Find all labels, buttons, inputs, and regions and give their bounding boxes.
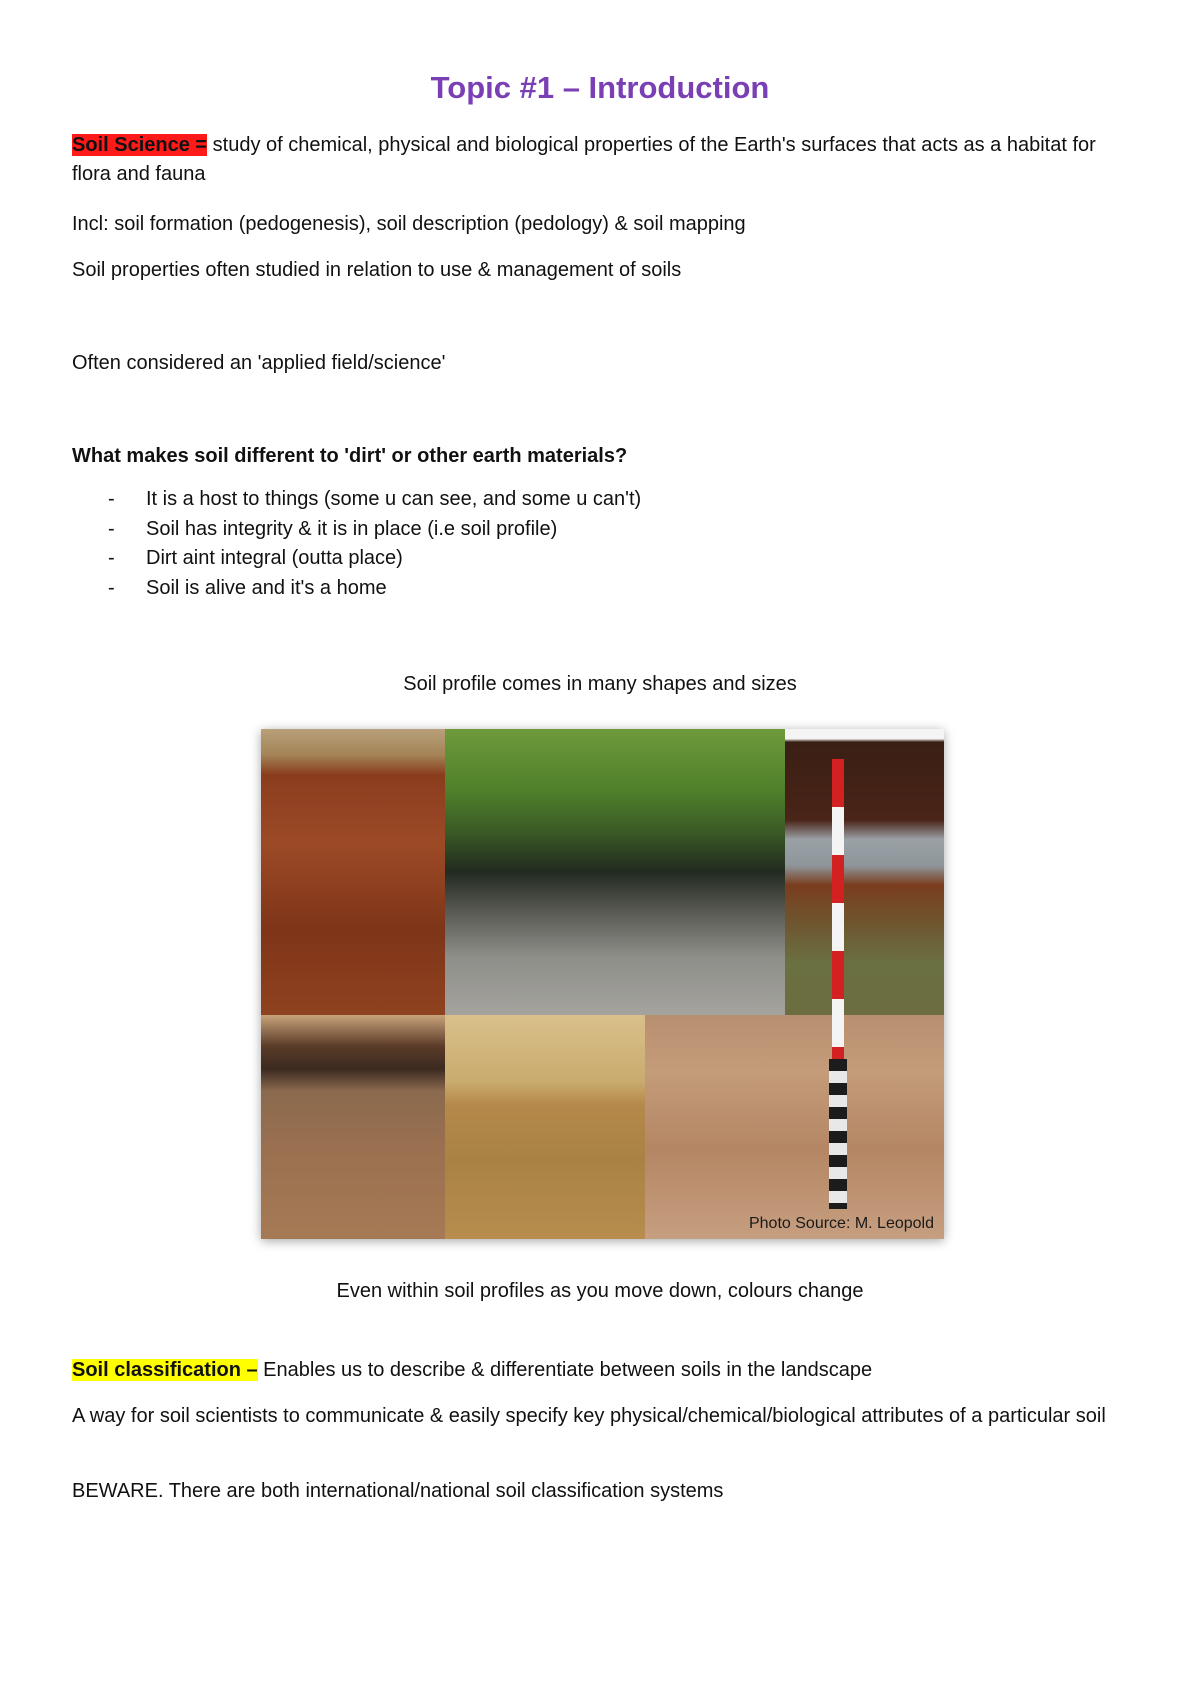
soil-profile-collage	[261, 729, 944, 1239]
photo-credit: Photo Source: M. Leopold	[748, 1215, 934, 1232]
bullet-marker: -	[108, 517, 115, 540]
soil-photo-grass	[445, 729, 785, 1015]
soil-classification-definition	[72, 1356, 1132, 1385]
communicate-paragraph: A way for soil scientists to communicate & easily specify key physical/chemical/biological attributes of a particular soil	[72, 1405, 1106, 1427]
bullet-marker: -	[108, 547, 115, 569]
soil-photo-sandy	[645, 1015, 944, 1239]
soil-science-definition	[72, 131, 1132, 189]
classification-term: Soil classification –	[72, 1359, 258, 1381]
soil-photo-red	[261, 729, 445, 1015]
bullet-marker: -	[108, 488, 115, 510]
list-item: - Soil has integrity & it is in place (i.e soil profile)	[72, 515, 641, 545]
image-caption-below: Even within soil profiles as you move down, colours change	[336, 1280, 864, 1302]
measuring-ruler-checker	[829, 1059, 847, 1209]
list-item: - Dirt aint integral (outta place)	[72, 544, 641, 574]
applied-paragraph: Often considered an 'applied field/science'	[72, 352, 446, 374]
bullet-marker: -	[108, 576, 115, 599]
definition-term: Soil Science =	[72, 134, 208, 156]
beware-paragraph: BEWARE. There are both international/national soil classification systems	[72, 1480, 724, 1502]
incl-paragraph: Incl: soil formation (pedogenesis), soil description (pedology) & soil mapping	[72, 213, 746, 235]
list-item: - Soil is alive and it's a home	[72, 574, 641, 604]
question-heading: What makes soil different to 'dirt' or other earth materials?	[72, 445, 628, 467]
list-item: - It is a host to things (some u can see, and some u can't)	[72, 485, 641, 515]
soil-photo-ruler	[785, 729, 944, 1054]
page-title: Topic #1 – Introduction	[430, 70, 770, 105]
bullet-list	[72, 485, 641, 603]
soil-photo-banded	[261, 1015, 445, 1239]
properties-paragraph: Soil properties often studied in relation to use & management of soils	[72, 259, 682, 281]
soil-photo-yellow	[445, 1015, 645, 1239]
image-caption-above: Soil profile comes in many shapes and sizes	[403, 673, 797, 695]
classification-text: Enables us to describe & differentiate between soils in the landscape	[257, 1359, 873, 1381]
definition-text: study of chemical, physical and biological properties of the Earth's surfaces that acts as a habitat for flora and fauna	[72, 134, 1096, 185]
